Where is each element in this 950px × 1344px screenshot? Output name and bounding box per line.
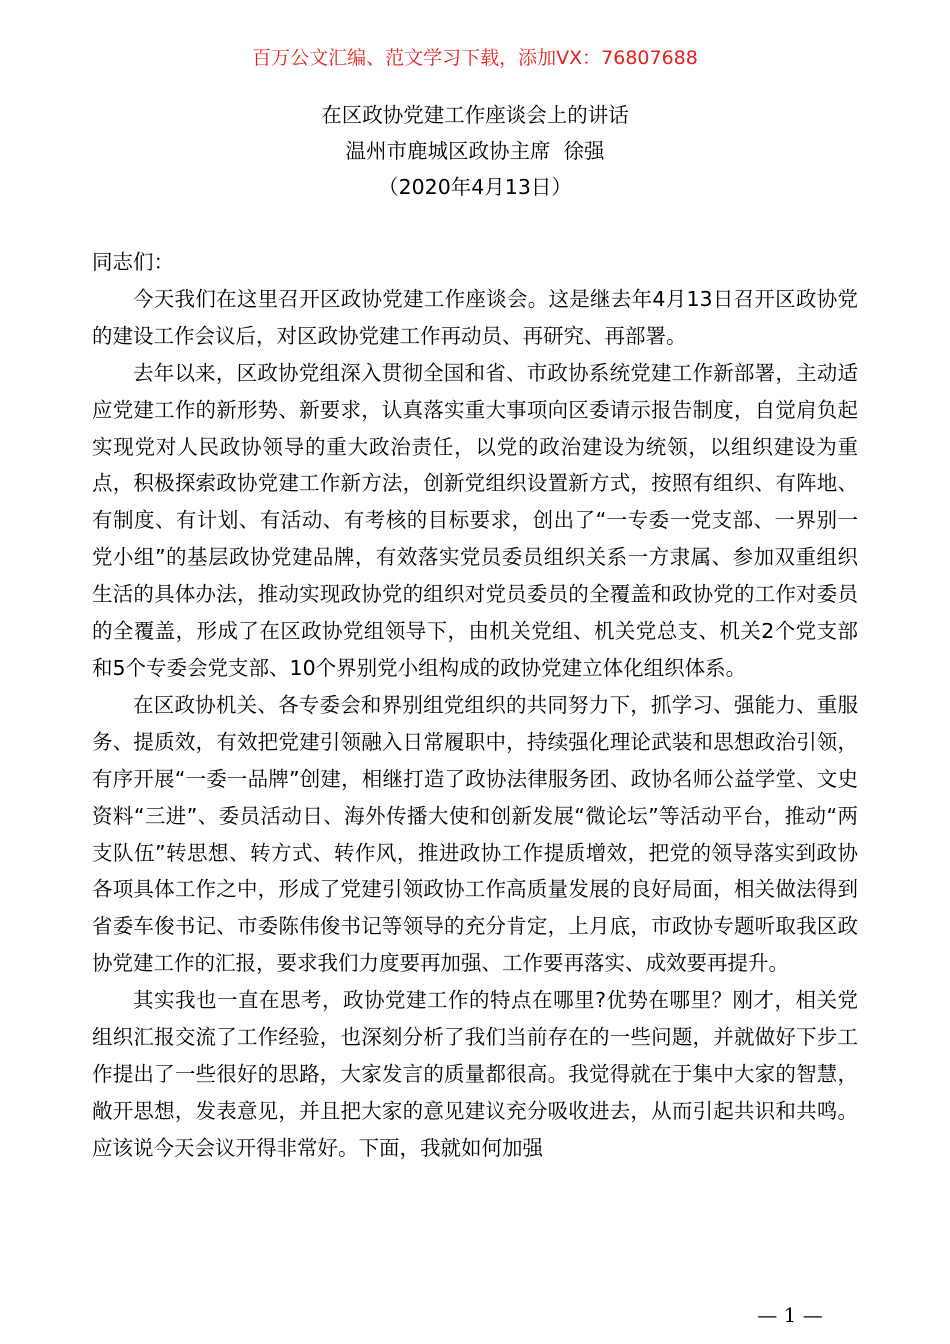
- salutation: 同志们：: [92, 250, 174, 274]
- document-author: 温州市鹿城区政协主席 徐强: [345, 139, 605, 163]
- promo-banner: 百万公文汇编、范文学习下载，添加VX：76807688: [252, 47, 698, 69]
- paragraph-4: 其实我也一直在思考，政协党建工作的特点在哪里?优势在哪里？刚才，相关党组织汇报交流了工作经验，也深刻分析了我们当前存在的一些问题，并就做好下步工作提出了一些很好的思路，大家发言的质量都很高。我觉得就在于集中大家的智慧，敞开思想，发表意见，并且把大家的意见建议充分吸收进去，从而引起共识和共鸣。应该说今天会议开得非常好。下面，我就如何加强: [92, 988, 858, 1160]
- speech-body: [92, 244, 858, 1167]
- document-date: （2020年4月13日）: [378, 175, 572, 199]
- paragraph-2: 去年以来，区政协党组深入贯彻全国和省、市政协系统党建工作新部署，主动适应党建工作的新形势、新要求，认真落实重大事项向区委请示报告制度，自觉肩负起实现党对人民政协领导的重大政治责任，以党的政治建设为统领，以组织建设为重点，积极探索政协党建工作新方法，创新党组织设置新方式，按照有组织、有阵地、有制度、有计划、有活动、有考核的目标要求，创出了“一专委一党支部、一界别一党小组”的基层政协党建品牌，有效落实党员委员组织关系一方隶属、参加双重组织生活的具体办法，推动实现政协党的组织对党员委员的全覆盖和政协党的工作对委员的全覆盖，形成了在区政协党组领导下，由机关党组、机关党总支、机关2个党支部和5个专委会党支部、10个界别党小组构成的政协党建立体化组织体系。: [92, 360, 858, 680]
- paragraph-3: 在区政协机关、各专委会和界别组党组织的共同努力下，抓学习、强能力、重服务、提质效，有效把党建引领融入日常履职中，持续强化理论武装和思想政治引领，有序开展“一委一品牌”创建，相继打造了政协法律服务团、政协名师公益学堂、文史资料“三进”、委员活动日、海外传播大使和创新发展“微论坛”等活动平台，推动“两支队伍”转思想、转方式、转作风，推进政协工作提质增效，把党的领导落实到政协各项具体工作之中，形成了党建引领政协工作高质量发展的良好局面，相关做法得到省委车俊书记、市委陈伟俊书记等领导的充分肯定，上月底，市政协专题听取我区政协党建工作的汇报，要求我们力度要再加强、工作要再落实、成效要再提升。: [92, 692, 858, 976]
- document-title: 在区政协党建工作座谈会上的讲话: [321, 103, 629, 127]
- paragraph-1: 今天我们在这里召开区政协党建工作座谈会。这是继去年4月13日召开区政协党的建设工作会议后，对区政协党建工作再动员、再研究、再部署。: [92, 286, 858, 348]
- title-block: [0, 97, 950, 205]
- page-number: — 1 —: [757, 1303, 823, 1327]
